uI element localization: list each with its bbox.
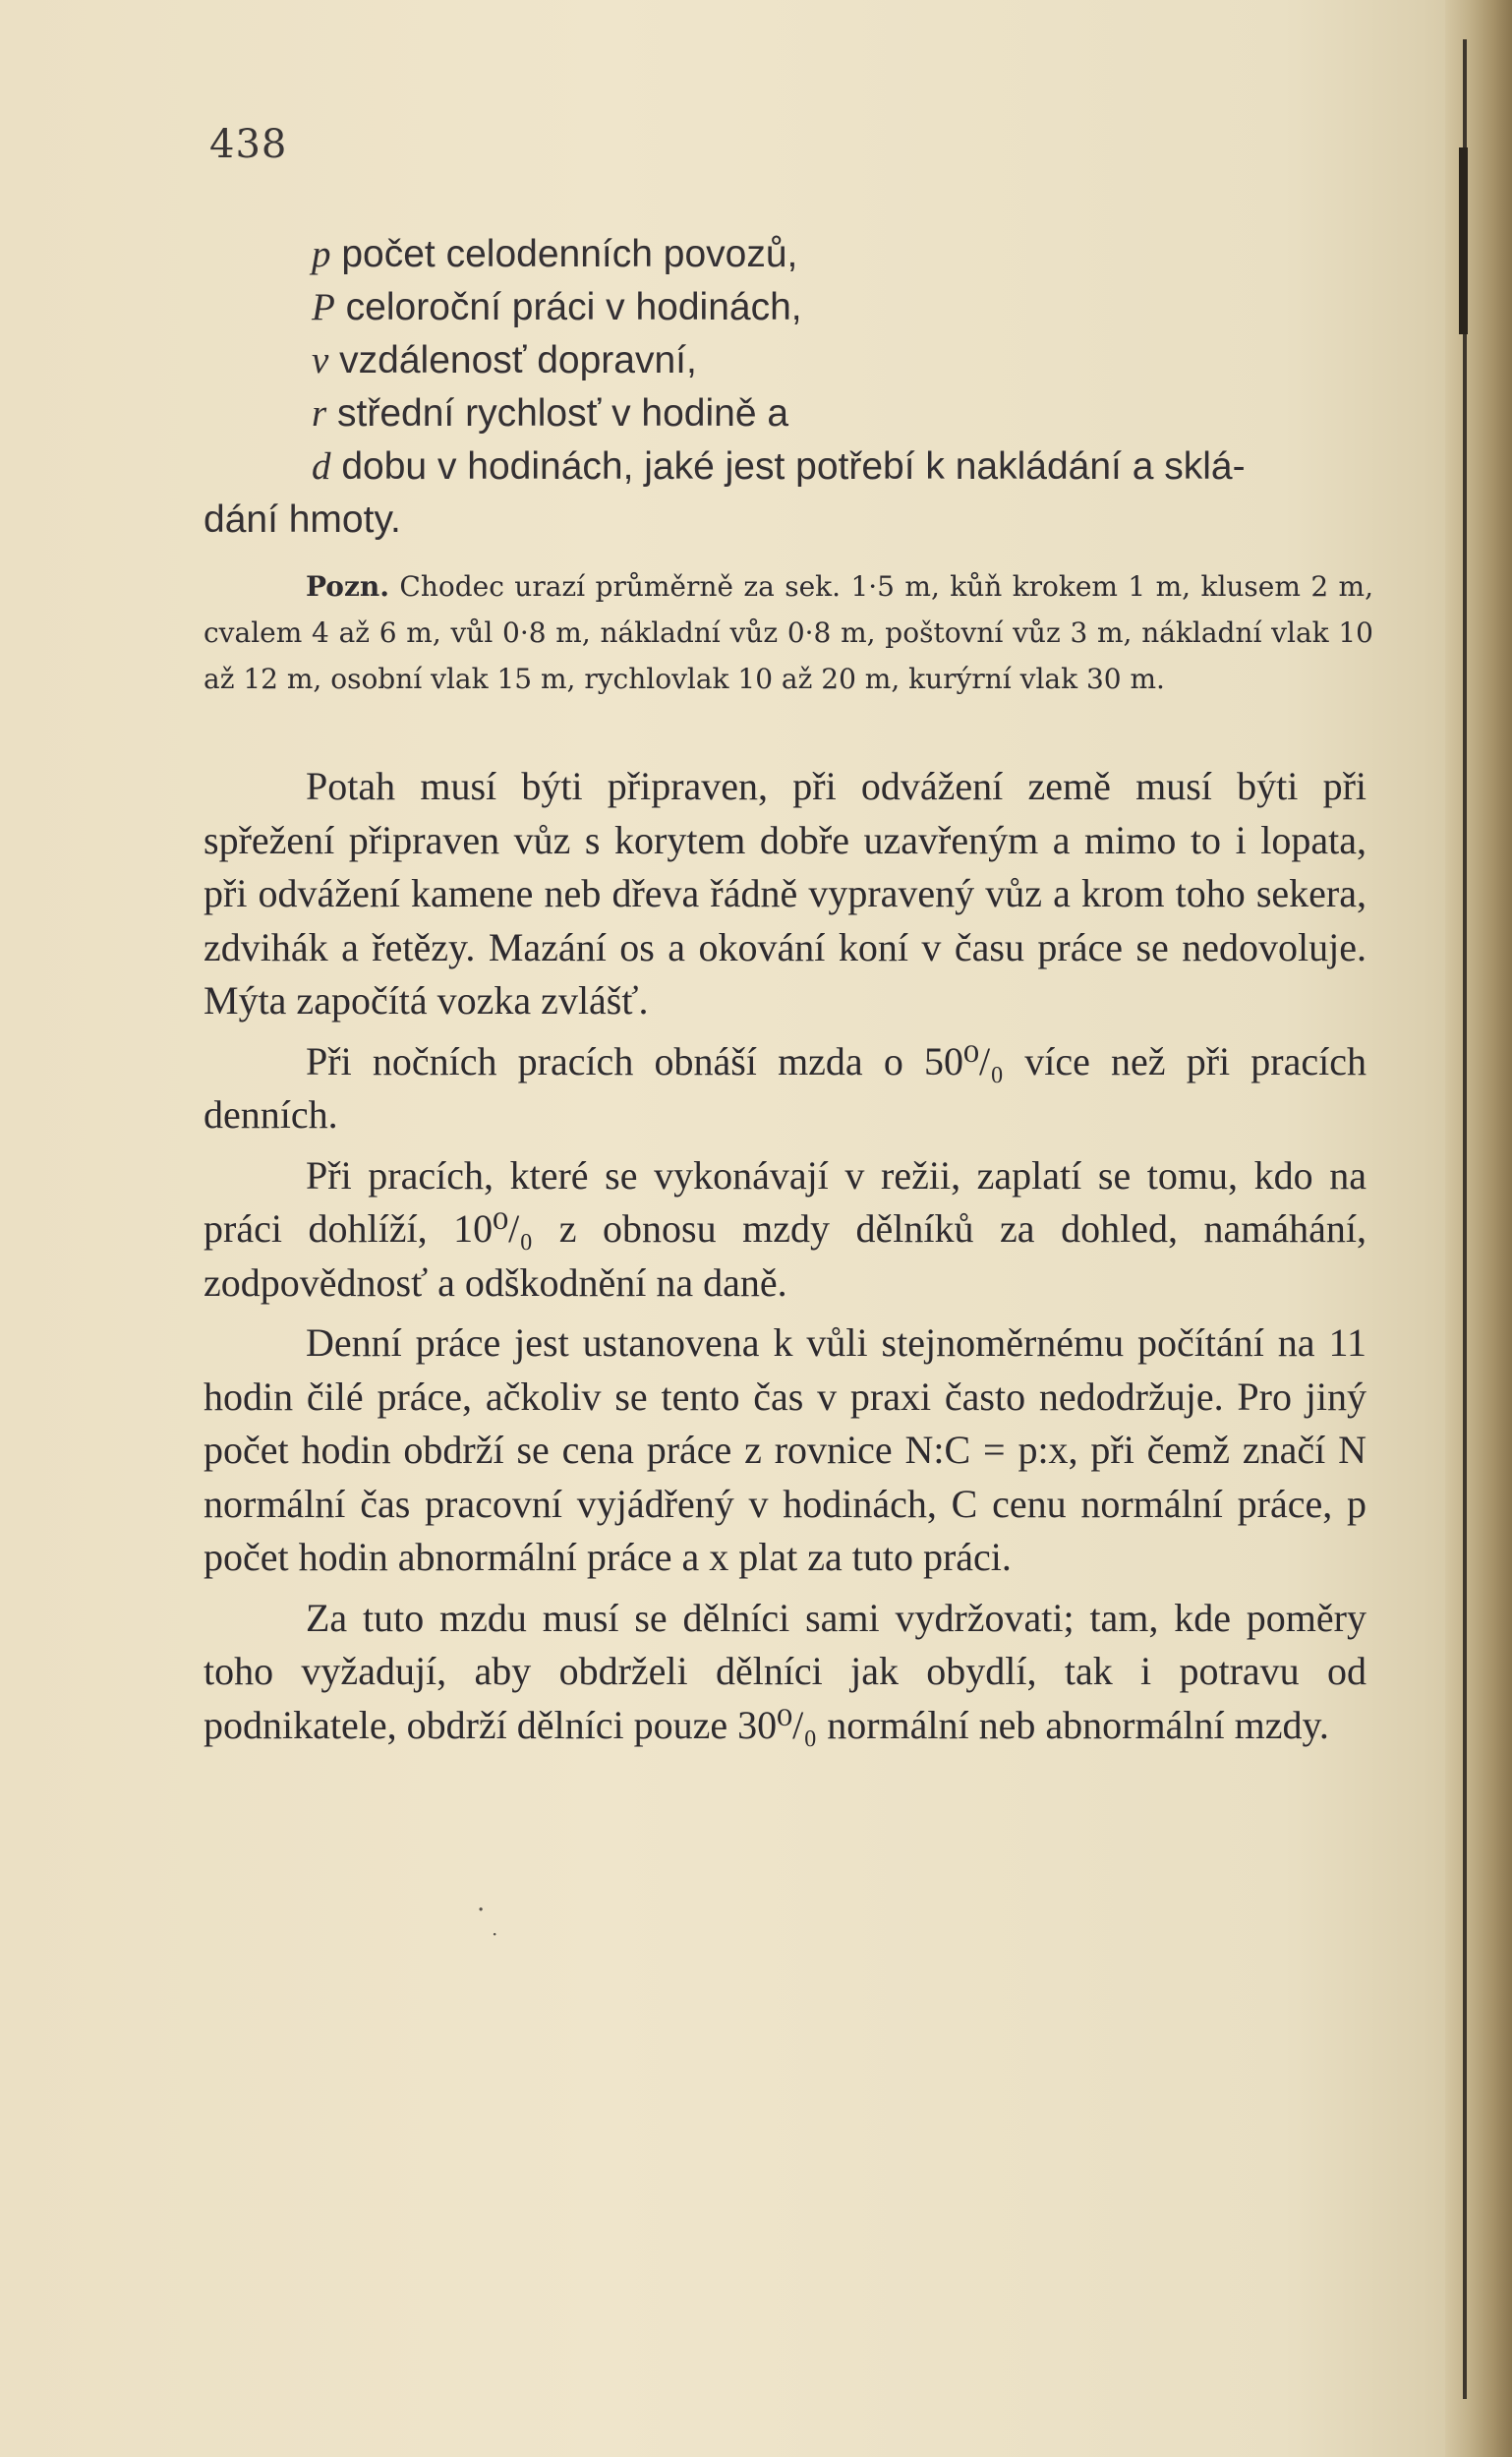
definition-text: vzdálenosť dopravní, (339, 339, 697, 381)
definition-item (312, 281, 1364, 334)
paragraph: Denní práce jest ustanovena k vůli stejnoměrnému počítání na 11 hodin čilé práce, ačkoliv se tento čas v praxi často nedodržuje. Pro jiný počet hodin obdrží se cena práce z rovnice N:C = p:x, při čemž značí N normální čas pracovní vyjádřený v hodinách, C cenu normální práce, p počet hodin abnormální práce a x plat za tuto práci. (204, 1320, 1367, 1579)
note-paragraph (204, 563, 1373, 702)
paragraph: Při pracích, které se vykonávají v režii, zaplatí se tomu, kdo na práci dohlíží, 10⁰/₀ z obnosu mzdy dělníků za dohled, namáhání, zodpovědnosť a odškodnění na daně. (204, 1152, 1367, 1305)
definition-text: počet celodenních povozů, (341, 233, 798, 275)
spine-mark (1459, 147, 1468, 334)
ink-speck: · (492, 1922, 498, 1946)
definition-symbol: d (312, 445, 331, 488)
definition-item (312, 440, 1364, 494)
definition-symbol: p (312, 233, 331, 275)
spine-line (1463, 39, 1467, 2399)
definition-text: celoroční práci v hodinách, (345, 286, 802, 328)
definition-item (312, 228, 1364, 281)
paragraph: Za tuto mzdu musí se dělníci sami vydržovati; tam, kde poměry toho vyžadují, aby obdrželi dělníci jak obydlí, tak i potravu od podnikatele, obdrží dělníci pouze 30⁰/₀ normální neb abnormální mzdy. (204, 1595, 1367, 1747)
page-number: 438 (209, 122, 288, 167)
definition-symbol: P (312, 286, 335, 328)
definition-continuation: dání hmoty. (204, 498, 401, 541)
note-label: Pozn. (306, 570, 389, 603)
definition-symbol: r (312, 392, 327, 435)
ink-speck: · (477, 1896, 486, 1925)
note-text: Chodec urazí průměrně za sek. 1·5 m, kůň krokem 1 m, klusem 2 m, cvalem 4 až 6 m, vůl 0·8 m, nákladní vůz 0·8 m, poštovní vůz 3 m, nákladní vlak 10 až 12 m, osobní vlak 15 m, rychlovlak 10 až 20 m, kurýrní vlak 30 m. (204, 570, 1373, 695)
body-text (204, 760, 1367, 1759)
definition-list (204, 228, 1364, 547)
definition-text: střední rychlosť v hodině a (337, 392, 789, 435)
paragraph: Potah musí býti připraven, při odvážení země musí býti při spřežení připraven vůz s korytem dobře uzavřeným a mimo to i lopata, při odvážení kamene neb dřeva řádně vypravený vůz a krom toho sekera, zdvihák a řetězy. Mazání os a okování koní v času práce se nedovoluje. Mýta započítá vozka zvlášť. (204, 764, 1367, 1023)
definition-item (312, 334, 1364, 387)
paragraph: Při nočních pracích obnáší mzda o 50⁰/₀ více než při pracích denních. (204, 1038, 1367, 1137)
definition-text: dobu v hodinách, jaké jest potřebí k nakládání a sklá- (341, 445, 1246, 488)
definition-symbol: v (312, 339, 329, 381)
definition-item (312, 387, 1364, 440)
book-spine-edge (1445, 0, 1512, 2457)
